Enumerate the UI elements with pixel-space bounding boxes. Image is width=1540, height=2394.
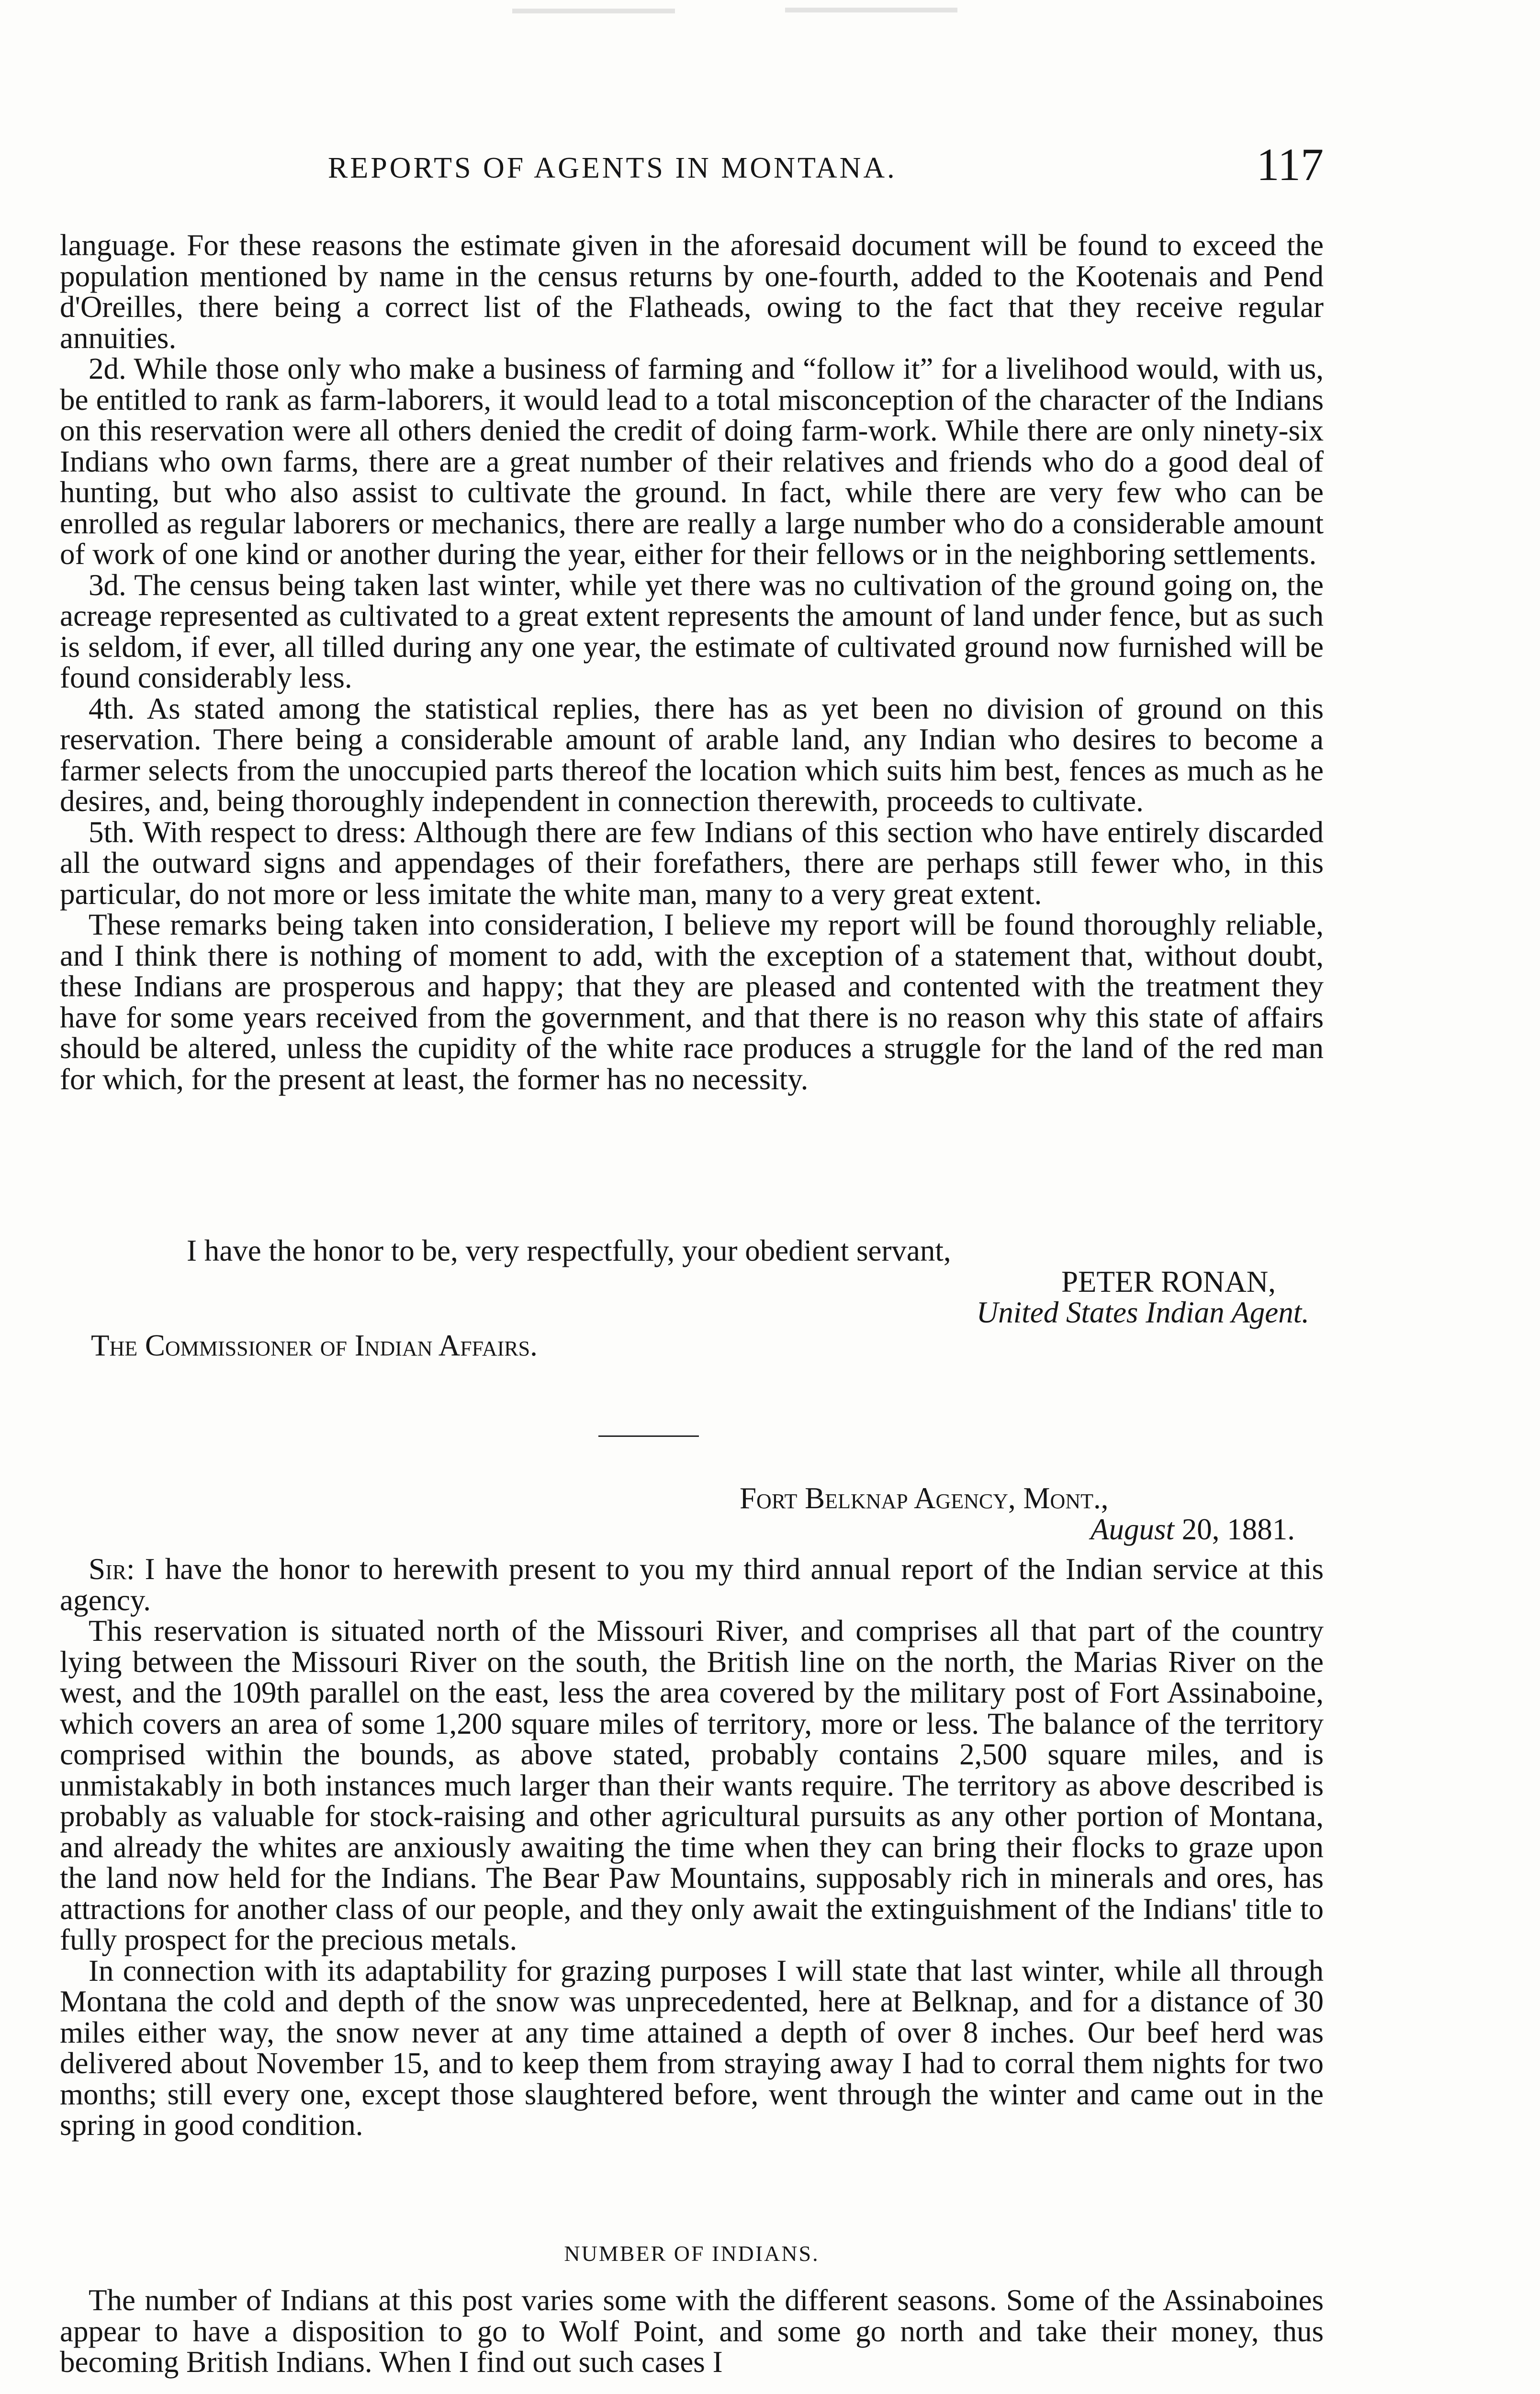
addressee: The Commissioner of Indian Affairs. [91,1329,538,1362]
complimentary-close: I have the honor to be, very respectfully, your obedient servant, [187,1234,951,1267]
paragraph: 5th. With respect to dress: Although there are few Indians of this section who have entirely discarded all the outward signs and appendages of their forefathers, there are perhaps still fewer who, in this particular, do not more or less imitate the white man, many to a very great extent. [60,815,1324,911]
date-day-year: 20, 1881. [1174,1512,1295,1546]
section-divider [598,1435,699,1437]
scan-artifact [785,8,957,12]
dateline [60,1483,1324,1545]
page-number: 117 [1256,139,1324,190]
paragraph: language. For these reasons the estimate given in the aforesaid document will be found to exceed the population mentioned by name in the census returns by one-fourth, added to the Kootenais and Pend d'Oreilles, there being a correct list of the Flatheads, owing to the fact that they receive regular annuities. [60,228,1324,355]
agency-place: Fort Belknap Agency, Mont., [740,1481,1109,1515]
report-body-part2 [60,1554,1324,2141]
letter-date [60,1514,1324,1545]
date-month: August [1090,1512,1174,1546]
salutation: Sir: [89,1552,135,1586]
signer-name: PETER RONAN, [1061,1265,1276,1299]
scan-artifact [512,9,675,13]
section-heading: NUMBER OF INDIANS. [564,2241,820,2266]
report-body-part1 [60,230,1324,1095]
running-head: REPORTS OF AGENTS IN MONTANA. [328,152,897,184]
paragraph [60,1554,1324,1615]
paragraph-text: I have the honor to herewith present to you my third annual report of the Indian service at this agency. [60,1552,1324,1617]
paragraph: 4th. As stated among the statistical replies, there has as yet been no division of ground on this reservation. There being a considerable amount of arable land, any Indian who desires to become a farmer selects from the unoccupied parts thereof the location which suits him best, fences as much as he desires, and, being thoroughly independent in connection therewith, proceeds to cultivate. [60,691,1324,818]
paragraph: The number of Indians at this post varies some with the different seasons. Some of the Assinaboines appear to have a disposition to go to Wolf Point, and some go north and take their money, thus becoming British Indians. When I find out such cases I [60,2283,1324,2379]
paragraph: 2d. While those only who make a business of farming and “follow it” for a livelihood would, with us, be entitled to rank as farm-laborers, it would lead to a total misconception of the character of the Indians on this reservation were all others denied the credit of doing farm-work. While there are only ninety-six Indians who own farms, there are a great number of their relatives and friends who do a good deal of hunting, but who also assist to cultivate the ground. In fact, while there are very few who can be enrolled as regular laborers or mechanics, there are really a large number who do a considerable amount of work of one kind or another during the year, either for their fellows or in the neighboring settlements. [60,352,1324,571]
report-body-part3 [60,2285,1324,2378]
paragraph: This reservation is situated north of the Missouri River, and comprises all that part of the country lying between the Missouri River on the south, the British line on the north, the Marias River on the west, and the 109th parallel on the east, less the area covered by the military post of Fort Assinaboine, which covers an area of some 1,200 square miles of territory, more or less. The balance of the territory comprised within the bounds, as above stated, probably contains 2,500 square miles, and is unmistakably in both instances much larger than their wants require. The territory as above described is probably as valuable for stock-raising and other agricultural pursuits as any other portion of Montana, and already the whites are anxiously awaiting the time when they can bring their flocks to graze upon the land now held for the Indians. The Bear Paw Mountains, supposably rich in minerals and ores, has attractions for another class of our people, and they only await the extinguishment of the Indians' title to fully prospect for the precious metals. [60,1614,1324,1956]
page-header [60,138,1324,195]
signer-title: United States Indian Agent. [976,1296,1309,1329]
letter-closing [60,1235,1324,1328]
paragraph: These remarks being taken into consideration, I believe my report will be found thoroughly reliable, and I think there is nothing of moment to add, with the exception of a statement that, without doubt, these Indians are prosperous and happy; that they are pleased and contented with the treatment they have for some years received from the government, and that there is no reason why this state of affairs should be altered, unless the cupidity of the white race produces a struggle for the land of the red man for which, for the present at least, the former has no necessity. [60,908,1324,1096]
paragraph: In connection with its adaptability for grazing purposes I will state that last winter, while all through Montana the cold and depth of the snow was unprecedented, here at Belknap, and for a distance of 30 miles either way, the snow never at any time attained a depth of over 8 inches. Our beef herd was delivered about November 15, and to keep them from straying away I had to corral them nights for two months; still every one, except those slaughtered before, went through the winter and came out in the spring in good condition. [60,1954,1324,2142]
paragraph: 3d. The census being taken last winter, while yet there was no cultivation of the ground going on, the acreage represented as cultivated to a great extent represents the amount of land under fence, but as such is seldom, if ever, all tilled during any one year, the estimate of cultivated ground now furnished will be found considerably less. [60,568,1324,694]
